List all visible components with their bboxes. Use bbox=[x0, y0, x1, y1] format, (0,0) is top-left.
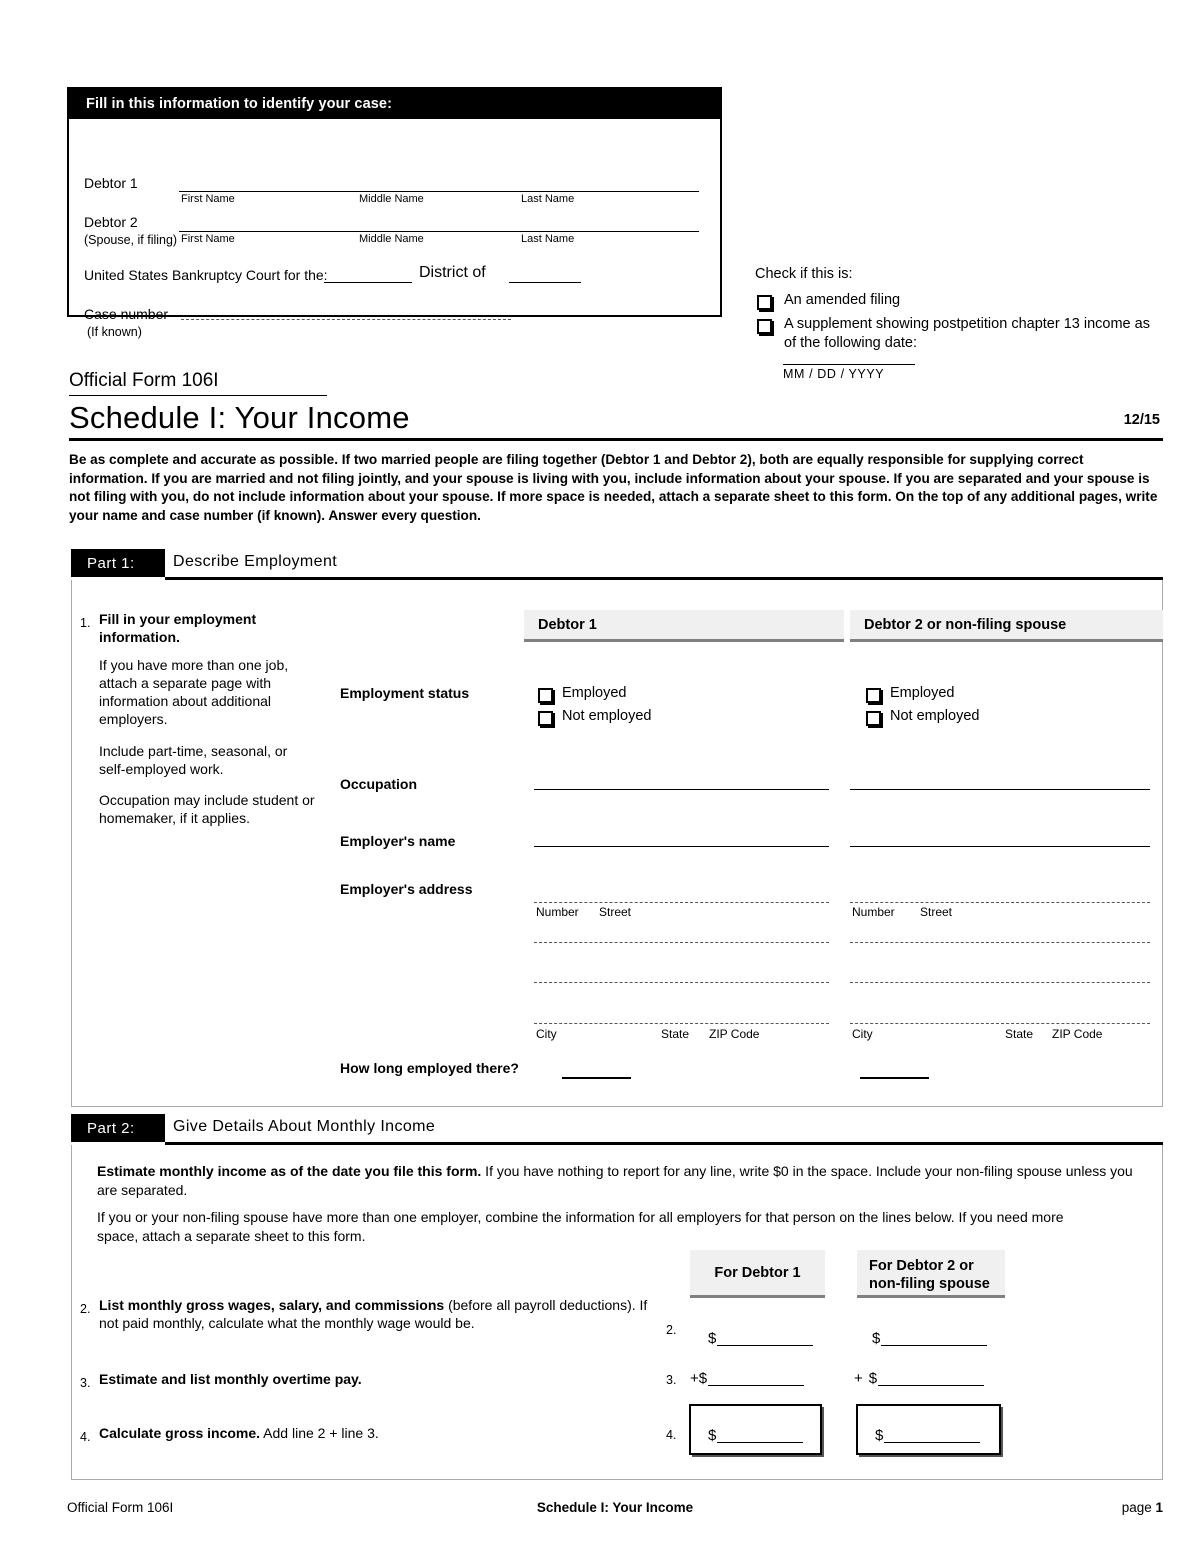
check-if-this-is-block bbox=[755, 266, 1175, 381]
debtor1-not-employed-option[interactable] bbox=[538, 708, 651, 726]
district-name-input[interactable] bbox=[509, 282, 581, 283]
employers-name-label: Employer's name bbox=[340, 833, 456, 849]
employment-status-label: Employment status bbox=[340, 685, 470, 701]
line3-description bbox=[99, 1371, 659, 1389]
part2-intro-paragraph-2: If you or your non-filing spouse have more than one employer, combine the information for all employers for that person on the lines below. If you need more space, attach a separate sheet to this form. bbox=[97, 1209, 1064, 1245]
amended-filing-label: An amended filing bbox=[784, 292, 901, 308]
check-block-title: Check if this is: bbox=[755, 266, 853, 282]
part2-intro-paragraph bbox=[97, 1162, 1142, 1201]
supplement-checkbox[interactable] bbox=[757, 319, 772, 334]
how-long-employed-label: How long employed there? bbox=[340, 1060, 519, 1076]
line2-rest: (before all payroll deductions). If not paid monthly, calculate what the monthly wage would be. bbox=[99, 1297, 648, 1331]
debtor1-employment-status-group bbox=[538, 685, 651, 731]
case-identification-box bbox=[67, 87, 722, 339]
line2-description bbox=[99, 1297, 659, 1333]
line3-debtor2-operator: + bbox=[854, 1370, 863, 1387]
part2-tag: Part 2: bbox=[71, 1114, 165, 1142]
line2-debtor1-currency: $ bbox=[708, 1330, 717, 1347]
part2-intro-rest: If you have nothing to report for any line, write $0 in the space. Include your non-filing spouse unless you are separated. bbox=[97, 1163, 1133, 1199]
part1-column-debtor1: Debtor 1 bbox=[524, 610, 844, 642]
debtor1-number-legend: Number bbox=[536, 905, 579, 919]
amended-filing-checkbox[interactable] bbox=[757, 295, 772, 310]
line4-description bbox=[99, 1425, 659, 1443]
line3-debtor2-amount[interactable] bbox=[854, 1370, 984, 1387]
part1-column-debtor2: Debtor 2 or non-filing spouse bbox=[850, 610, 1163, 642]
debtor2-employer-name-input[interactable] bbox=[850, 846, 1150, 847]
employers-address-label: Employer's address bbox=[340, 881, 473, 897]
line3-bold: Estimate and list monthly overtime pay. bbox=[99, 1371, 362, 1387]
debtor2-employed-option[interactable] bbox=[866, 685, 979, 703]
line4-number: 4. bbox=[80, 1430, 91, 1444]
debtor1-city-legend: City bbox=[536, 1027, 557, 1041]
q1-paragraph-2: Include part-time, seasonal, or self-employed work. bbox=[99, 743, 288, 777]
supplement-option[interactable] bbox=[755, 315, 1175, 352]
line4-debtor1-currency: $ bbox=[708, 1427, 717, 1444]
bankruptcy-court-label: United States Bankruptcy Court for the: bbox=[84, 267, 328, 283]
case-number-input[interactable] bbox=[181, 319, 511, 320]
line4-debtor1-total-box[interactable] bbox=[689, 1404, 822, 1455]
debtor2-address-line3-input[interactable] bbox=[850, 982, 1150, 983]
footer-page-number bbox=[1122, 1500, 1163, 1515]
debtor2-address-line1-input[interactable] bbox=[850, 902, 1150, 903]
debtor1-first-name-legend: First Name bbox=[181, 193, 235, 205]
court-district-input[interactable] bbox=[324, 282, 412, 283]
part2-header bbox=[71, 1114, 1163, 1142]
debtor2-state-legend: State bbox=[1005, 1027, 1034, 1041]
debtor2-middle-name-legend: Middle Name bbox=[359, 233, 424, 245]
debtor1-street-legend: Street bbox=[599, 905, 632, 919]
part2-name: Give Details About Monthly Income bbox=[173, 1118, 436, 1135]
case-box-fields bbox=[69, 119, 720, 345]
debtor2-address-city-input[interactable] bbox=[850, 1023, 1150, 1024]
line4-debtor2-currency: $ bbox=[875, 1427, 884, 1444]
debtor1-not-employed-checkbox[interactable] bbox=[538, 711, 553, 726]
line3-debtor2-currency: $ bbox=[868, 1370, 878, 1387]
debtor2-sublabel: (Spouse, if filing) bbox=[84, 233, 178, 247]
date-format-legend: MM / DD / YYYY bbox=[783, 367, 885, 382]
debtor1-how-long-input[interactable] bbox=[562, 1077, 631, 1079]
line4-debtor2-total-box[interactable] bbox=[856, 1404, 1001, 1455]
debtor1-address-line2-input[interactable] bbox=[534, 942, 829, 943]
case-number-sublabel: (If known) bbox=[87, 325, 142, 339]
debtor2-not-employed-checkbox[interactable] bbox=[866, 711, 881, 726]
debtor1-address-line1-input[interactable] bbox=[534, 902, 829, 903]
debtor2-occupation-input[interactable] bbox=[850, 789, 1150, 790]
debtor1-label: Debtor 1 bbox=[84, 175, 138, 191]
line2-debtor2-amount[interactable] bbox=[872, 1330, 987, 1347]
case-number-label: Case number bbox=[84, 306, 169, 322]
line2-ref: 2. bbox=[666, 1323, 677, 1337]
debtor2-not-employed-label: Not employed bbox=[890, 708, 980, 724]
debtor1-zip-legend: ZIP Code bbox=[709, 1027, 760, 1041]
debtor1-employed-checkbox[interactable] bbox=[538, 688, 553, 703]
debtor2-employed-checkbox[interactable] bbox=[866, 688, 881, 703]
part1-tag: Part 1: bbox=[71, 549, 165, 577]
occupation-label: Occupation bbox=[340, 776, 418, 792]
debtor1-name-input[interactable] bbox=[179, 191, 699, 192]
part2-panel bbox=[71, 1145, 1163, 1480]
line3-debtor1-currency: $ bbox=[698, 1370, 708, 1387]
line4-rest: Add line 2 + line 3. bbox=[260, 1425, 379, 1441]
footer-page-prefix: page bbox=[1121, 1500, 1156, 1515]
debtor1-last-name-legend: Last Name bbox=[521, 193, 575, 205]
debtor2-how-long-input[interactable] bbox=[860, 1077, 929, 1079]
part2-intro-bold: Estimate monthly income as of the date you file this form. bbox=[97, 1163, 482, 1179]
line4-bold: Calculate gross income. bbox=[99, 1425, 261, 1441]
line3-debtor1-amount[interactable] bbox=[690, 1370, 804, 1387]
debtor2-employment-status-group bbox=[866, 685, 979, 731]
q1-heading: Fill in your employment information. bbox=[99, 611, 257, 645]
form-instructions: Be as complete and accurate as possible. If two married people are filing together (Debtor 1 and Debtor 2), both are equally responsible for supplying correct information. If you are married and not filing jointly, and your spouse is living with you, include information about your spouse. If you are separated and your spouse is not filing with you, do not include information about your spouse. If more space is needed, attach a separate sheet to this form. On the top of any additional pages, write your name and case number (if known). Answer every question. bbox=[69, 452, 1158, 523]
page-title: Schedule I: Your Income bbox=[69, 400, 410, 435]
q1-number: 1. bbox=[80, 616, 91, 630]
footer-form-number: Official Form 106I bbox=[67, 1500, 174, 1515]
case-box-header: Fill in this information to identify your case: bbox=[69, 89, 720, 119]
form-number: Official Form 106I bbox=[69, 370, 327, 396]
footer-page-value: 1 bbox=[1155, 1500, 1163, 1515]
line2-debtor2-currency: $ bbox=[872, 1330, 881, 1347]
debtor2-name-input[interactable] bbox=[179, 231, 699, 232]
debtor2-last-name-legend: Last Name bbox=[521, 233, 575, 245]
amended-filing-option[interactable] bbox=[755, 291, 1175, 310]
debtor1-middle-name-legend: Middle Name bbox=[359, 193, 424, 205]
debtor1-employed-option[interactable] bbox=[538, 685, 651, 703]
line3-number: 3. bbox=[80, 1376, 91, 1390]
debtor1-occupation-input[interactable] bbox=[534, 789, 829, 790]
debtor2-first-name-legend: First Name bbox=[181, 233, 235, 245]
debtor2-street-legend: Street bbox=[920, 905, 953, 919]
line4-debtor2-amount[interactable] bbox=[875, 1427, 980, 1444]
debtor1-not-employed-label: Not employed bbox=[562, 708, 652, 724]
debtor2-city-legend: City bbox=[852, 1027, 873, 1041]
district-of-label: District of bbox=[419, 264, 486, 281]
debtor2-not-employed-option[interactable] bbox=[866, 708, 979, 726]
line3-debtor1-operator: + bbox=[690, 1370, 699, 1387]
part1-name: Describe Employment bbox=[173, 553, 338, 570]
debtor2-address-line2-input[interactable] bbox=[850, 942, 1150, 943]
title-divider bbox=[69, 438, 1163, 441]
debtor2-label: Debtor 2 bbox=[84, 214, 138, 230]
line3-ref: 3. bbox=[666, 1373, 677, 1387]
debtor2-number-legend: Number bbox=[852, 905, 895, 919]
part1-header bbox=[71, 549, 1163, 577]
debtor2-employed-label: Employed bbox=[890, 685, 955, 701]
line2-debtor1-amount[interactable] bbox=[708, 1330, 813, 1347]
line2-bold: List monthly gross wages, salary, and commissions bbox=[99, 1297, 445, 1313]
q1-paragraph-1: If you have more than one job, attach a separate page with information about additional employers. bbox=[99, 657, 289, 727]
debtor1-address-city-input[interactable] bbox=[534, 1023, 829, 1024]
debtor1-address-line3-input[interactable] bbox=[534, 982, 829, 983]
debtor1-state-legend: State bbox=[661, 1027, 690, 1041]
form-revision-date: 12/15 bbox=[1123, 412, 1160, 428]
line4-ref: 4. bbox=[666, 1428, 677, 1442]
line4-debtor1-amount[interactable] bbox=[708, 1427, 803, 1444]
part2-column-debtor2: For Debtor 2 or non-filing spouse bbox=[857, 1250, 1005, 1298]
debtor1-employed-label: Employed bbox=[562, 685, 627, 701]
line2-number: 2. bbox=[80, 1302, 91, 1316]
supplement-label: A supplement showing postpetition chapter 13 income as of the following date: bbox=[784, 316, 1150, 351]
debtor1-employer-name-input[interactable] bbox=[534, 846, 829, 847]
q1-paragraph-3: Occupation may include student or homemaker, if it applies. bbox=[99, 792, 315, 826]
footer-title: Schedule I: Your Income bbox=[536, 1500, 694, 1515]
part2-column-debtor1: For Debtor 1 bbox=[690, 1250, 825, 1298]
debtor2-zip-legend: ZIP Code bbox=[1052, 1027, 1103, 1041]
part1-panel bbox=[71, 580, 1163, 1107]
